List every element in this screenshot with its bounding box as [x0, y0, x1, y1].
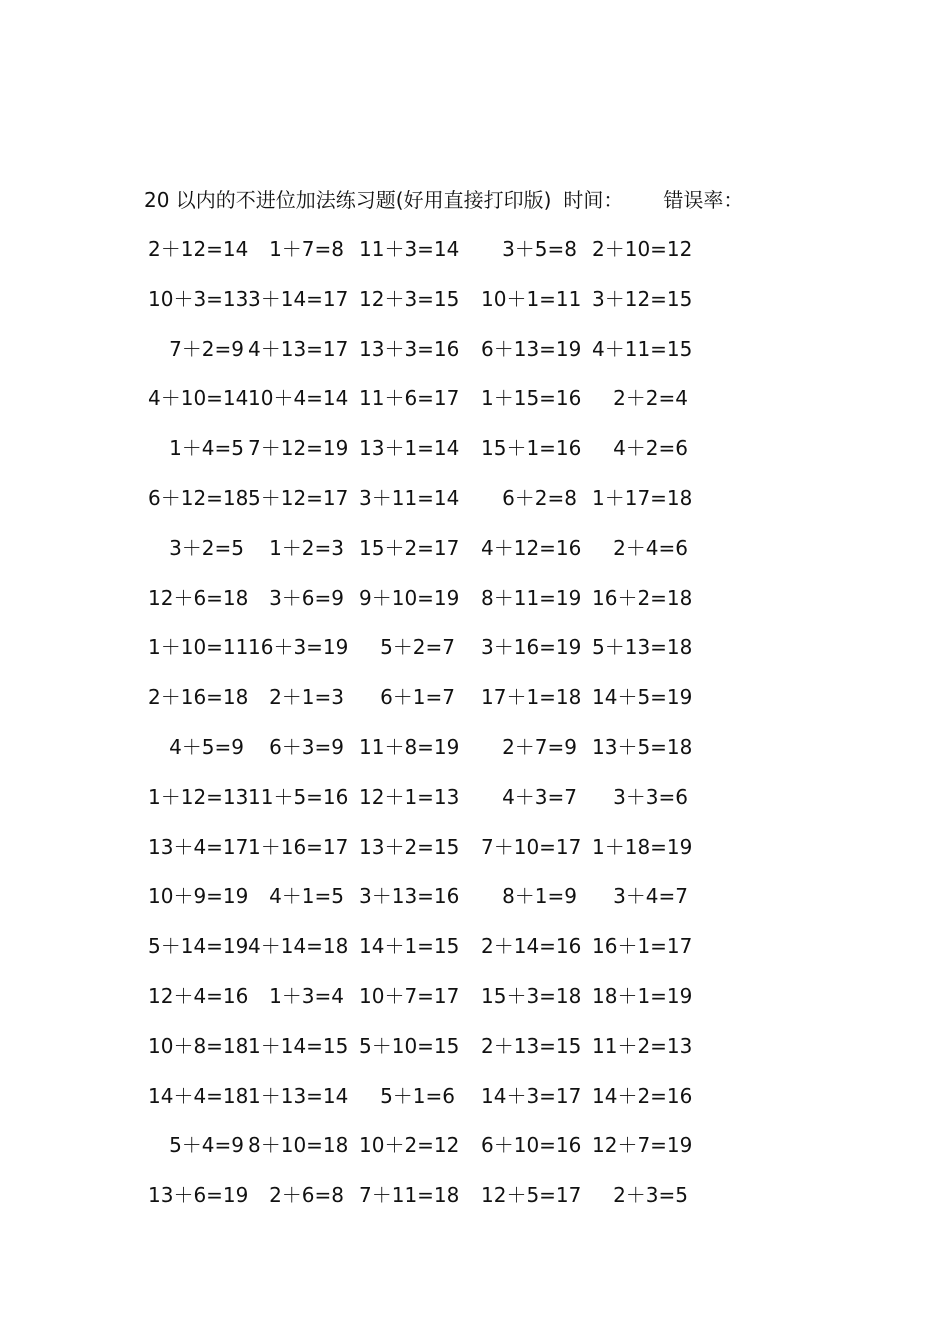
problem-11-1: 4＋5=9 — [169, 735, 244, 759]
problem-19-4: 6＋10=16 — [481, 1133, 582, 1157]
problem-1-5: 2＋10=12 — [592, 237, 693, 261]
problem-16-4: 15＋3=18 — [481, 984, 582, 1008]
problem-20-5: 2＋3=5 — [613, 1183, 688, 1207]
problem-12-3: 12＋1=13 — [359, 785, 460, 809]
problem-19-5: 12＋7=19 — [592, 1133, 693, 1157]
problem-11-5: 13＋5=18 — [592, 735, 693, 759]
problem-10-5: 14＋5=19 — [592, 685, 693, 709]
problem-12-1: 1＋12=13 — [148, 785, 249, 809]
problem-6-1: 6＋12=18 — [148, 486, 249, 510]
problem-17-3: 5＋10=15 — [359, 1034, 460, 1058]
problem-9-3: 5＋2=7 — [380, 635, 455, 659]
problem-8-5: 16＋2=18 — [592, 586, 693, 610]
problem-7-5: 2＋4=6 — [613, 536, 688, 560]
problem-15-2: 4＋14=18 — [248, 934, 349, 958]
problem-5-2: 7＋12=19 — [248, 436, 349, 460]
problem-19-3: 10＋2=12 — [359, 1133, 460, 1157]
problem-20-3: 7＋11=18 — [359, 1183, 460, 1207]
problem-15-4: 2＋14=16 — [481, 934, 582, 958]
problem-4-3: 11＋6=17 — [359, 386, 460, 410]
problem-13-3: 13＋2=15 — [359, 835, 460, 859]
problem-3-4: 6＋13=19 — [481, 337, 582, 361]
problem-12-4: 4＋3=7 — [502, 785, 577, 809]
problem-3-1: 7＋2=9 — [169, 337, 244, 361]
problem-17-1: 10＋8=18 — [148, 1034, 249, 1058]
problem-6-4: 6＋2=8 — [502, 486, 577, 510]
problem-11-4: 2＋7=9 — [502, 735, 577, 759]
problem-9-2: 16＋3=19 — [248, 635, 349, 659]
problem-2-1: 10＋3=13 — [148, 287, 249, 311]
problem-12-5: 3＋3=6 — [613, 785, 688, 809]
error-rate-label: 错误率： — [663, 188, 744, 212]
problem-5-4: 15＋1=16 — [481, 436, 582, 460]
problem-20-2: 2＋6=8 — [269, 1183, 344, 1207]
problem-2-2: 3＋14=17 — [248, 287, 349, 311]
problem-19-2: 8＋10=18 — [248, 1133, 349, 1157]
problem-13-5: 1＋18=19 — [592, 835, 693, 859]
problem-11-3: 11＋8=19 — [359, 735, 460, 759]
problem-16-3: 10＋7=17 — [359, 984, 460, 1008]
problem-9-5: 5＋13=18 — [592, 635, 693, 659]
problem-6-2: 5＋12=17 — [248, 486, 349, 510]
problem-13-2: 1＋16=17 — [248, 835, 349, 859]
problem-8-3: 9＋10=19 — [359, 586, 460, 610]
problem-12-2: 11＋5=16 — [248, 785, 349, 809]
problem-1-1: 2＋12=14 — [148, 237, 249, 261]
problem-8-4: 8＋11=19 — [481, 586, 582, 610]
problem-13-4: 7＋10=17 — [481, 835, 582, 859]
problem-16-1: 12＋4=16 — [148, 984, 249, 1008]
problem-17-2: 1＋14=15 — [248, 1034, 349, 1058]
problem-9-1: 1＋10=11 — [148, 635, 249, 659]
problem-7-2: 1＋2=3 — [269, 536, 344, 560]
problem-14-2: 4＋1=5 — [269, 884, 344, 908]
worksheet-title: 20 以内的不进位加法练习题(好用直接打印版) — [144, 188, 552, 212]
problem-17-5: 11＋2=13 — [592, 1034, 693, 1058]
problem-15-5: 16＋1=17 — [592, 934, 693, 958]
problem-1-4: 3＋5=8 — [502, 237, 577, 261]
problem-10-3: 6＋1=7 — [380, 685, 455, 709]
problem-14-3: 3＋13=16 — [359, 884, 460, 908]
problem-19-1: 5＋4=9 — [169, 1133, 244, 1157]
problem-16-2: 1＋3=4 — [269, 984, 344, 1008]
problem-3-3: 13＋3=16 — [359, 337, 460, 361]
problem-1-3: 11＋3=14 — [359, 237, 460, 261]
problem-9-4: 3＋16=19 — [481, 635, 582, 659]
problem-6-5: 1＋17=18 — [592, 486, 693, 510]
problem-10-2: 2＋1=3 — [269, 685, 344, 709]
problem-6-3: 3＋11=14 — [359, 486, 460, 510]
problem-20-1: 13＋6=19 — [148, 1183, 249, 1207]
problem-2-4: 10＋1=11 — [481, 287, 582, 311]
problem-5-5: 4＋2=6 — [613, 436, 688, 460]
problem-2-5: 3＋12=15 — [592, 287, 693, 311]
problem-5-3: 13＋1=14 — [359, 436, 460, 460]
problem-14-4: 8＋1=9 — [502, 884, 577, 908]
problem-20-4: 12＋5=17 — [481, 1183, 582, 1207]
problem-8-1: 12＋6=18 — [148, 586, 249, 610]
problem-4-5: 2＋2=4 — [613, 386, 688, 410]
problem-14-5: 3＋4=7 — [613, 884, 688, 908]
problem-7-3: 15＋2=17 — [359, 536, 460, 560]
problem-4-2: 10＋4=14 — [248, 386, 349, 410]
problem-4-1: 4＋10=14 — [148, 386, 249, 410]
problem-10-1: 2＋16=18 — [148, 685, 249, 709]
problem-3-5: 4＋11=15 — [592, 337, 693, 361]
problem-17-4: 2＋13=15 — [481, 1034, 582, 1058]
problem-8-2: 3＋6=9 — [269, 586, 344, 610]
problem-2-3: 12＋3=15 — [359, 287, 460, 311]
problem-4-4: 1＋15=16 — [481, 386, 582, 410]
problem-7-4: 4＋12=16 — [481, 536, 582, 560]
problem-7-1: 3＋2=5 — [169, 536, 244, 560]
problem-11-2: 6＋3=9 — [269, 735, 344, 759]
problem-18-1: 14＋4=18 — [148, 1084, 249, 1108]
problem-15-3: 14＋1=15 — [359, 934, 460, 958]
problem-18-5: 14＋2=16 — [592, 1084, 693, 1108]
time-label: 时间： — [563, 188, 624, 212]
problem-18-2: 1＋13=14 — [248, 1084, 349, 1108]
problem-13-1: 13＋4=17 — [148, 835, 249, 859]
problem-14-1: 10＋9=19 — [148, 884, 249, 908]
problem-15-1: 5＋14=19 — [148, 934, 249, 958]
problem-18-3: 5＋1=6 — [380, 1084, 455, 1108]
problem-5-1: 1＋4=5 — [169, 436, 244, 460]
problem-16-5: 18＋1=19 — [592, 984, 693, 1008]
problem-3-2: 4＋13=17 — [248, 337, 349, 361]
problem-1-2: 1＋7=8 — [269, 237, 344, 261]
problem-18-4: 14＋3=17 — [481, 1084, 582, 1108]
problem-10-4: 17＋1=18 — [481, 685, 582, 709]
